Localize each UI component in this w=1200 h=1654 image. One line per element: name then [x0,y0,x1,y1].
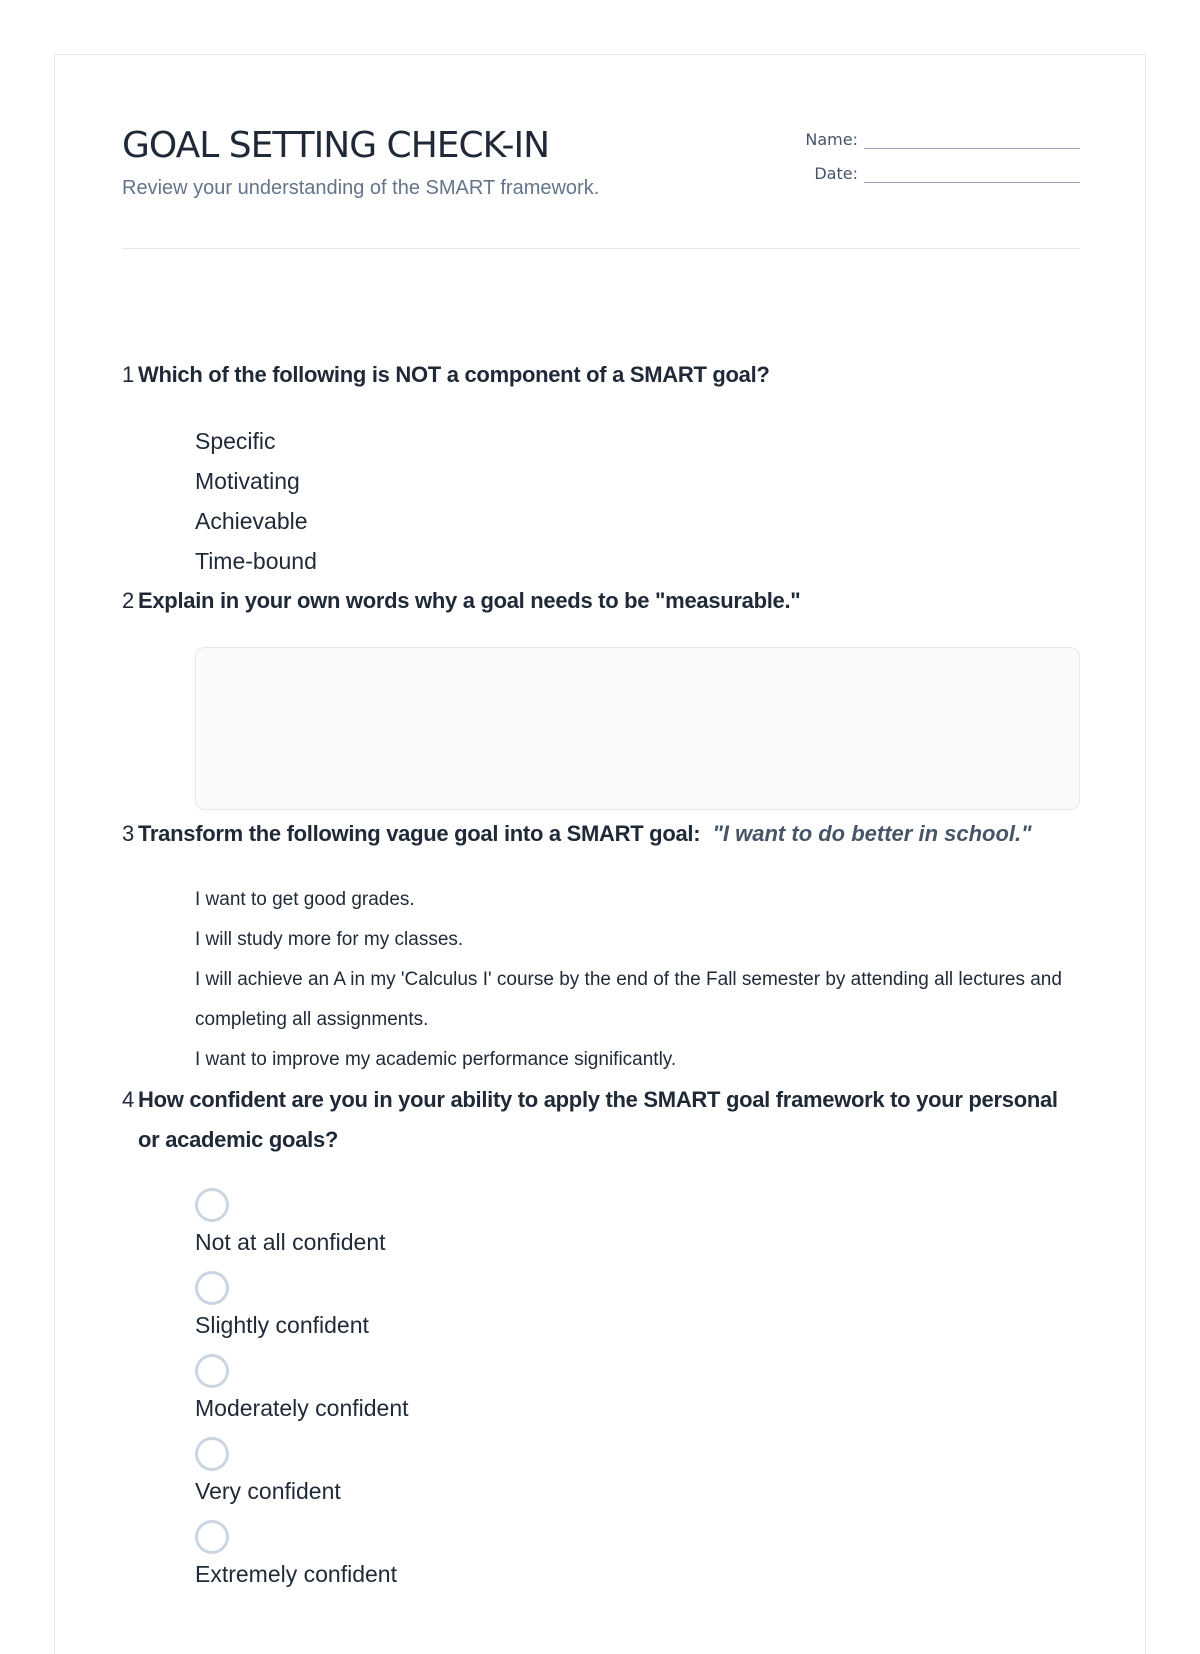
question-text: Which of the following is NOT a component of a SMART goal? [138,362,770,387]
radio-circle-icon[interactable] [195,1520,229,1554]
question-number: 3 [122,821,135,846]
question-3 [122,814,1080,854]
name-label: Name: [805,130,858,149]
question-1-options [195,421,1080,581]
radio-label: Not at all confident [195,1229,386,1255]
answer-textarea[interactable] [195,647,1080,810]
page-subtitle: Review your understanding of the SMART framework. [122,177,600,199]
option-achievable[interactable]: Achievable [195,508,308,534]
confidence-option[interactable] [195,1354,1080,1434]
radio-label: Extremely confident [195,1561,397,1587]
worksheet-header [122,125,1080,245]
option-specific[interactable]: Specific [195,428,276,454]
date-field[interactable] [864,166,1080,183]
question-number: 1 [122,362,135,387]
option-time-bound[interactable]: Time-bound [195,548,317,574]
student-info-fields [780,125,1080,193]
radio-label: Moderately confident [195,1395,409,1421]
question-text: How confident are you in your ability to apply the SMART goal framework to your personal or academic goals? [138,1087,1058,1152]
name-field-row [780,125,1080,149]
option-motivating[interactable]: Motivating [195,468,300,494]
option-calculus-a[interactable]: I will achieve an A in my 'Calculus I' course by the end of the Fall semester by attending all lectures and completing all assignments. [195,969,1062,1030]
radio-label: Very confident [195,1478,341,1504]
option-improve-performance[interactable]: I want to improve my academic performance significantly. [195,1049,677,1070]
question-number: 2 [122,588,135,613]
name-field[interactable] [864,132,1080,149]
radio-circle-icon[interactable] [195,1188,229,1222]
date-label: Date: [814,164,858,183]
radio-circle-icon[interactable] [195,1271,229,1305]
question-number: 4 [122,1087,135,1112]
confidence-option[interactable] [195,1437,1080,1517]
worksheet-page [54,54,1146,1654]
question-1 [122,355,1080,395]
question-text-wrapper [138,814,1032,854]
option-study-more[interactable]: I will study more for my classes. [195,929,464,950]
confidence-option[interactable] [195,1188,1080,1268]
option-good-grades[interactable]: I want to get good grades. [195,889,415,910]
confidence-option[interactable] [195,1520,1080,1600]
header-divider [122,248,1080,249]
radio-circle-icon[interactable] [195,1437,229,1471]
question-3-options [195,880,1080,1080]
page-title: GOAL SETTING CHECK-IN [122,125,550,166]
radio-circle-icon[interactable] [195,1354,229,1388]
question-text: Transform the following vague goal into a SMART goal: [138,821,701,846]
radio-label: Slightly confident [195,1312,369,1338]
confidence-option[interactable] [195,1271,1080,1351]
vague-goal-quote: "I want to do better in school." [712,821,1032,846]
questions-list [122,355,1080,1600]
question-4 [122,1080,1080,1160]
question-text: Explain in your own words why a goal needs to be "measurable." [138,588,801,613]
date-field-row [780,159,1080,183]
confidence-scale [195,1188,1080,1600]
question-2 [122,581,1080,621]
